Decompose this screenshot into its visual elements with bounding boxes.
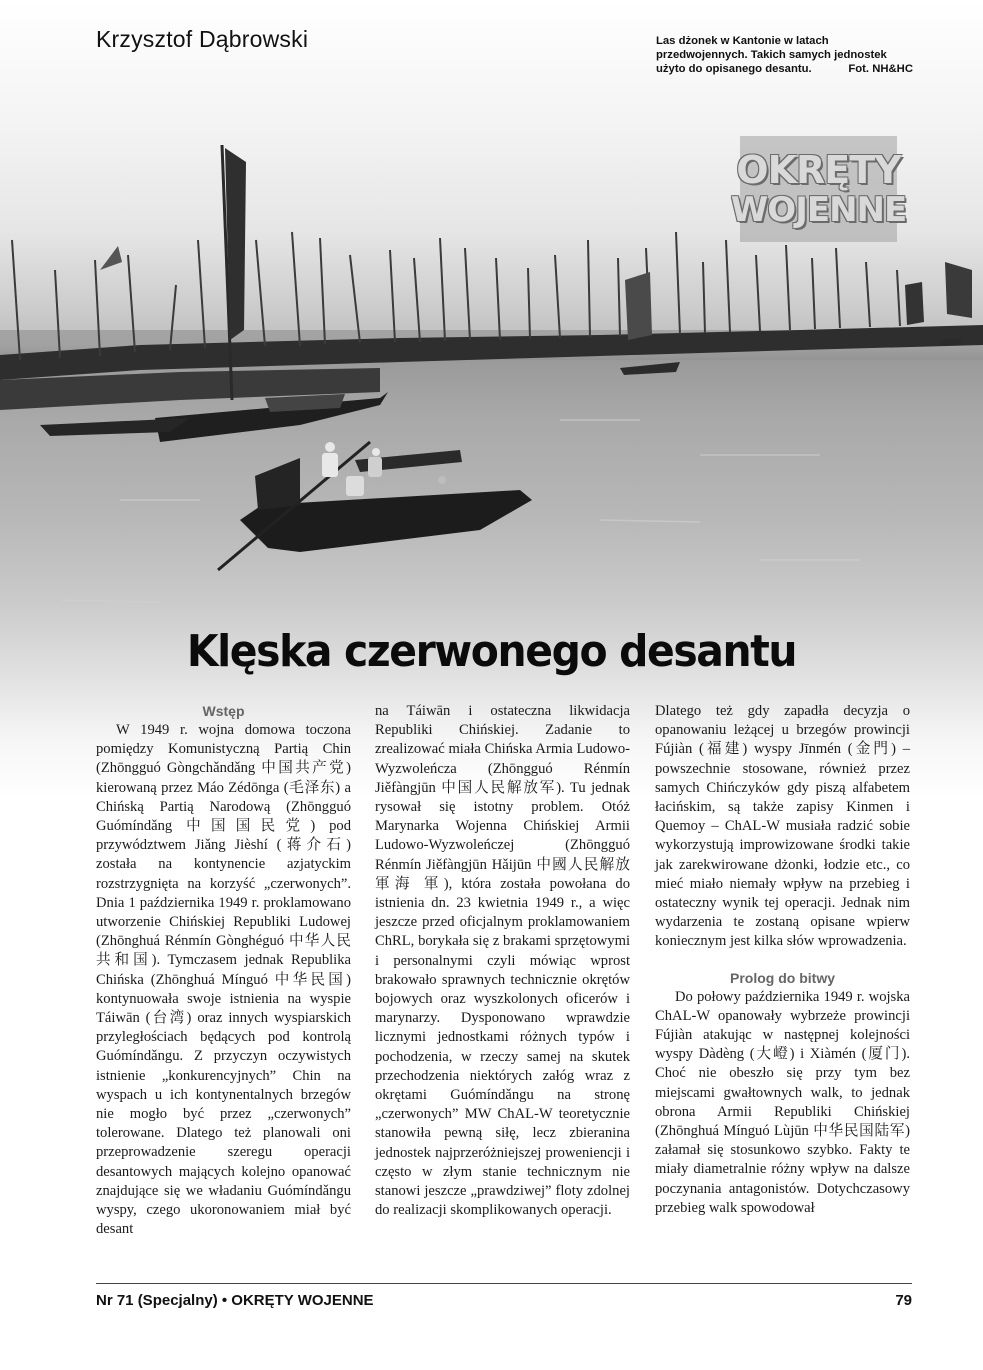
page-number: 79 xyxy=(895,1292,912,1309)
logo-line-1: OKRĘTY xyxy=(736,148,901,192)
caption-text: Las dżonek w Kantonie w latach przedwojennych. Takich samych jednostek użyto do opisanego desantu. xyxy=(656,35,887,75)
magazine-logo xyxy=(730,136,907,242)
column-2-paragraph: na Táiwān i ostateczna likwidacja Republiki Chińskiej. Zadanie to zrealizować miała Chińska Armia Ludowo-Wyzwoleńcza (Zhōngguó Rénmín Jiěfàngjūn 中国人民解放军). Tu jednak rysował się istotny problem. Otóż Marynarka Wojenna Chińskiej Armii Ludowo-Wyzwoleńczej (Zhōngguó Rénmín Jiěfàngjūn Hǎijūn 中國人民解放軍海 軍), która została powołana do istnienia dn. 23 kwietnia 1949 r., a więc jeszcze przed oficjalnym proklamowaniem ChRL, borykała się z brakami sprzętowymi i personalnymi czyli mówiąc wprost brakowało sprawnych technicznie okrętów bojowych oraz wyszkolonych oficerów i marynarzy. Dysponowano wprawdzie licznymi jednostkami różnych typów i pochodzenia, w rzeczy samej na skutek przechodzenia niektórych załóg wraz z okrętami Guómíndǎngu na stronę „czerwonych” MW ChAL-W teoretycznie stanowiła pewną siłę, lecz zbieranina jednostek najprzeróżniejszej proweniencji i często w złym stanie technicznym nie stanowi jeszcze „prawdziwej” floty zdolnej do realizacji skomplikowanych operacji. xyxy=(375,703,630,1219)
article-column-1 xyxy=(96,702,351,1239)
logo-line-2: WOJENNE xyxy=(730,190,907,230)
article-title: Klęska czerwonego desantu xyxy=(186,626,797,677)
photo-credit: Fot. NH&HC xyxy=(848,63,913,75)
footer-divider xyxy=(96,1283,912,1284)
intro-paragraph: W 1949 r. wojna domowa toczona pomiędzy Komunistyczną Partią Chin (Zhōngguó Gòngchǎndǎng 中国共产党) kierowaną przez Máo Zédōnga (毛泽东) a Chińską Partią Narodową (Zhōngguó Guómíndǎng 中国国民党) pod przywództwem Jiǎng Jièshí (蒋介石) została na kontynencie azjatyckim rozstrzygnięta na korzyść „czerwonych”. Dnia 1 października 1949 r. proklamowano utworzenie Chińskiej Republiki Ludowej (Zhōnghuá Rénmín Gònghéguó 中华人民共和国). Tymczasem jednak Republika Chińska (Zhōnghuá Mínguó 中华民国) kontynuowała swoje istnienia na wyspie Táiwān (台湾) oraz innych wyspiarskich przyległościach będących pod kontrolą Guómíndǎngu. Z przyczyn oczywistych istnienie „konkurencyjnych” Chin na wyspach u ich kontynentalnych brzegów nie mogło być przez „czerwonych” tolerowane. Dlatego też planowali oni przeprowadzenie szeregu operacji desantowych mających kolejno opanować znajdujące się we władaniu Guómíndǎngu wyspy, czego ukoronowaniem miał być desant xyxy=(96,722,351,1238)
section-heading-prolog: Prolog do bitwy xyxy=(730,969,835,986)
photo-caption xyxy=(656,34,913,76)
section-heading-intro: Wstęp xyxy=(202,703,245,719)
author-name: Krzysztof Dąbrowski xyxy=(96,26,309,52)
column-3-paragraph-2: Do połowy października 1949 r. wojska ChAL-W opanowały wybrzeże prowincji Fújiàn atakując w następnej kolejności wyspy Dàdèng (大嶝) i Xiàmén (厦门). Choć nie obeszło się przy tym bez miejscami gwałtownych walk, to jednak obrona Armii Republiki Chińskiej (Zhōnghuá Mínguó Lùjūn 中华民国陆军) załamał się stosunkowo szybko. Fakty te miały diametralnie różny wpływ na dalsze poczynania antagonistów. Dotychczasowy przebieg walk spowodował xyxy=(655,988,910,1216)
column-3-paragraph-1: Dlatego też gdy zapadła decyzja o opanowaniu leżącej u brzegów prowincji Fújiàn (福建) wyspy Jīnmén (金門) – powszechnie stosowane, również przez samych Chińczyków gdy piszą alfabetem łacińskim, są także zapisy Kinmen i Quemoy – ChAL-W musiała radzić sobie wykorzystują improwizowane środki takie jak zarekwirowane dżonki, łodzie etc., co mieć miało niemały wpływ na przebieg i ostateczny wynik tej operacji. Jednak nim wydarzenia te zostaną opisane wpierw koniecznym jest kilka słów wprowadzenia. xyxy=(655,703,910,950)
article-column-2 xyxy=(375,702,630,1220)
issue-label: Nr 71 (Specjalny) • OKRĘTY WOJENNE xyxy=(96,1292,374,1309)
article-column-3 xyxy=(655,702,910,1218)
